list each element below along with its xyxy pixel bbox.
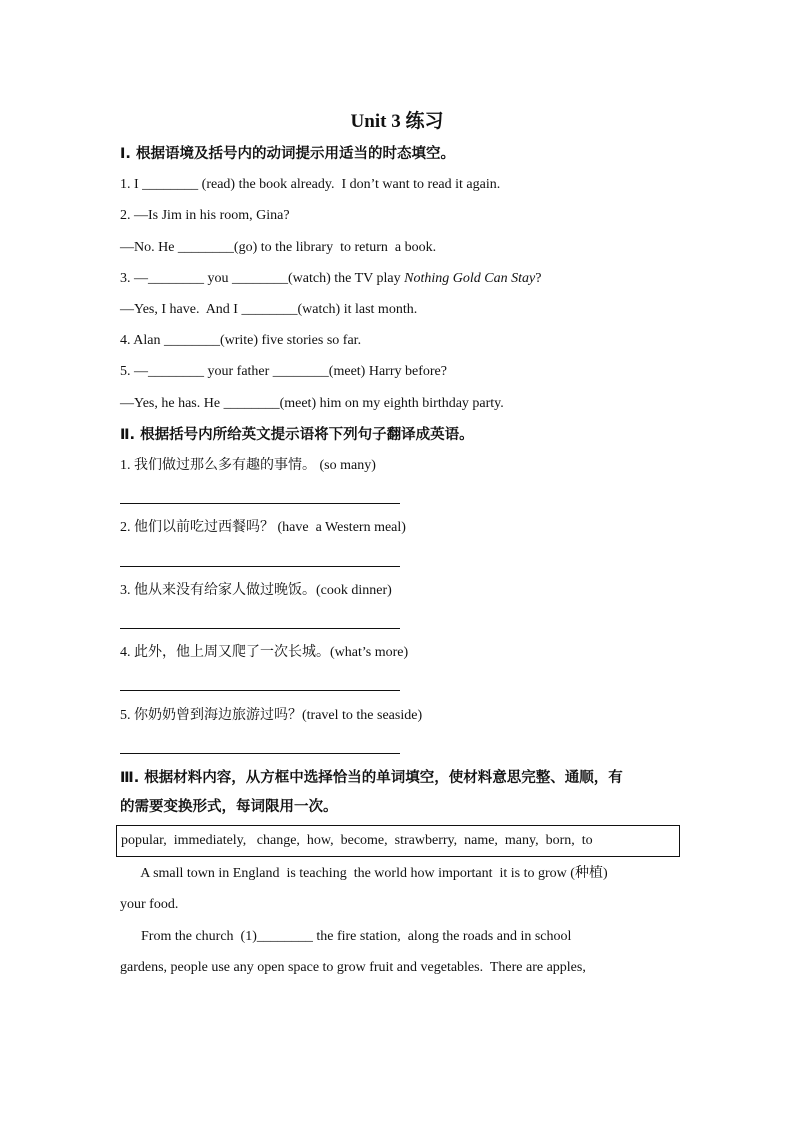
s1-line-4 [120, 270, 541, 288]
s2-answer-line-5[interactable] [120, 753, 400, 754]
s1-line-7: 5. —________ your father ________(meet) Harry before? [120, 364, 447, 379]
s1-line-4-italic-title: Nothing Gold Can Stay [404, 271, 536, 286]
s1-line-2: 2. —Is Jim in his room, Gina? [120, 208, 290, 223]
word-box [116, 825, 680, 857]
s2-item-3: 3. 他从来没有给家人做过晚饭。(cook dinner) [120, 583, 392, 598]
passage-line-4: gardens, people use any open space to grow fruit and vegetables. There are apples, [120, 960, 586, 975]
s1-line-1: 1. I ________ (read) the book already. I don’t want to read it again. [120, 177, 501, 192]
s1-line-3: —No. He ________(go) to the library to return a book. [120, 240, 437, 255]
word-box-words: popular, immediately, change, how, become, strawberry, name, many, born, to [121, 833, 593, 848]
s2-answer-line-1[interactable] [120, 503, 400, 504]
s1-line-5: —Yes, I have. And I ________(watch) it last month. [120, 302, 418, 317]
s1-line-6: 4. Alan ________(write) five stories so far. [120, 333, 362, 348]
s1-line-4-end: ? [535, 271, 542, 286]
s1-line-4-text: 3. —________ you ________(watch) the TV play [120, 271, 405, 286]
section-3-heading-line-1: Ⅲ. 根据材料内容，从方框中选择恰当的单词填空，使材料意思完整、通顺，有 [120, 770, 623, 786]
s2-answer-line-2[interactable] [120, 566, 400, 567]
passage-line-1: A small town in England is teaching the world how important it is to grow (种植) [120, 866, 608, 881]
s2-item-5: 5. 你奶奶曾到海边旅游过吗？(travel to the seaside) [120, 708, 423, 723]
s2-item-4: 4. 此外，他上周又爬了一次长城。(what’s more) [120, 645, 409, 660]
section-2-heading: Ⅱ. 根据括号内所给英文提示语将下列句子翻译成英语。 [120, 427, 474, 443]
s2-answer-line-3[interactable] [120, 628, 400, 629]
s2-item-2: 2. 他们以前吃过西餐吗？ (have a Western meal) [120, 520, 406, 535]
s1-line-8: —Yes, he has. He ________(meet) him on my eighth birthday party. [120, 396, 504, 411]
section-1-heading: Ⅰ. 根据语境及括号内的动词提示用适当的时态填空。 [120, 146, 455, 162]
passage-line-2: your food. [120, 897, 179, 912]
s2-answer-line-4[interactable] [120, 690, 400, 691]
s2-item-1: 1. 我们做过那么多有趣的事情。 (so many) [120, 458, 376, 473]
page-title: Unit 3 练习 [350, 111, 444, 132]
section-3-heading-line-2: 的需要变换形式，每词限用一次。 [120, 799, 338, 815]
passage-line-3: From the church (1)________ the fire station, along the roads and in school [120, 929, 572, 944]
